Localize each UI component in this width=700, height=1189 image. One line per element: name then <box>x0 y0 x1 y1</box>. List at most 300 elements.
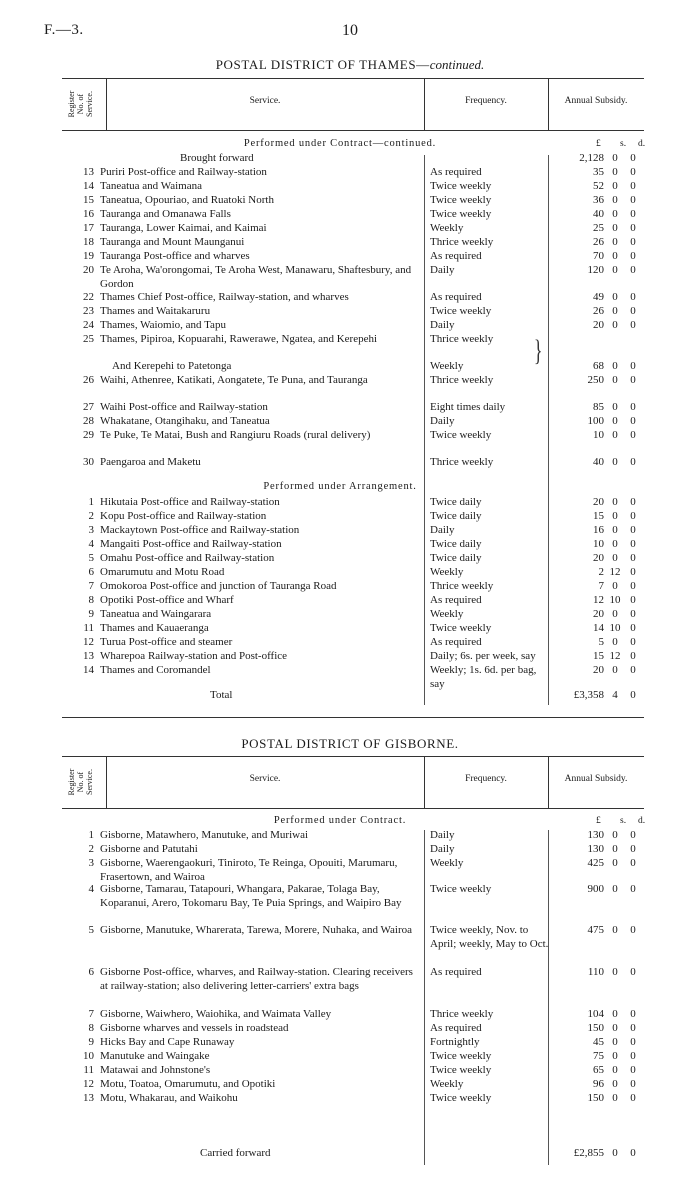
subsidy-column-label: Annual Subsidy. <box>564 96 628 106</box>
service-description: Thames and Waitakaruru <box>100 305 211 317</box>
frequency: Weekly <box>430 360 464 372</box>
frequency: Thrice weekly <box>430 333 494 345</box>
register-number: 19 <box>83 250 94 262</box>
page-ref: F.—3. <box>44 22 84 38</box>
subsidy-pence: 0 <box>630 264 636 276</box>
subsidy-pence: 0 <box>630 180 636 192</box>
register-number: 5 <box>88 552 94 564</box>
subsidy-pounds: 36 <box>593 194 604 206</box>
subsidy-shillings: 12 <box>609 650 621 662</box>
subsidy-pence: 0 <box>630 401 636 413</box>
frequency: Eight times daily <box>430 401 506 413</box>
register-number: 8 <box>88 594 94 606</box>
service-description: Thames, Waiomio, and Tapu <box>100 319 226 331</box>
brace-mark: } <box>533 334 543 367</box>
frequency: As required <box>430 636 482 648</box>
register-number: 11 <box>83 622 94 634</box>
subsidy-shillings: 0 <box>612 966 618 978</box>
subsidy-shillings: 0 <box>612 829 618 841</box>
frequency-column-label: Frequency. <box>465 96 507 106</box>
subsidy-shillings: 0 <box>612 250 618 262</box>
subsidy-pounds: 16 <box>593 524 604 536</box>
subsidy-pence: 0 <box>630 1064 636 1076</box>
subsidy-shillings: 0 <box>612 538 618 550</box>
frequency: Daily <box>430 524 455 536</box>
subsidy-shillings: 0 <box>612 883 618 895</box>
subsidy-shillings: 0 <box>612 429 618 441</box>
subsidy-shillings: 0 <box>612 456 618 468</box>
service-description: Waihi Post-office and Railway-station <box>100 401 268 413</box>
register-number: 14 <box>83 180 94 192</box>
subsidy-pence: 0 <box>630 166 636 178</box>
frequency: Thrice weekly <box>430 1008 494 1020</box>
service-description: Te Puke, Te Matai, Bush and Rangiuru Roads (rural delivery) <box>100 429 371 441</box>
carried-pounds: £2,855 <box>573 1147 604 1159</box>
service-description: Taneatua and Waingarara <box>100 608 212 620</box>
frequency: Thrice weekly <box>430 456 494 468</box>
register-number: 17 <box>83 222 94 234</box>
register-number: 18 <box>83 236 94 248</box>
subsidy-pounds: 120 <box>587 264 604 276</box>
subsidy-pounds: 20 <box>593 552 604 564</box>
subsidy-column-label-2: Annual Subsidy. <box>564 774 628 784</box>
frequency: Weekly <box>430 1078 464 1090</box>
subsidy-pounds: 110 <box>587 966 604 978</box>
subsidy-pounds: 10 <box>593 429 604 441</box>
subsidy-pence: 0 <box>630 829 636 841</box>
frequency: Twice weekly <box>430 883 492 895</box>
service-description: Manutuke and Waingake <box>100 1050 210 1062</box>
register-number: 3 <box>88 857 94 869</box>
register-number: 13 <box>83 650 94 662</box>
subsidy-pence: 0 <box>630 152 636 164</box>
frequency: Weekly <box>430 222 464 234</box>
subsidy-shillings: 0 <box>612 843 618 855</box>
register-number: 6 <box>88 566 94 578</box>
frequency: Daily <box>430 829 455 841</box>
service-description: Taneatua and Waimana <box>100 180 202 192</box>
register-number: 24 <box>83 319 94 331</box>
subsidy-shillings: 0 <box>612 1092 618 1104</box>
subsidy-pounds: 96 <box>593 1078 604 1090</box>
register-number: 28 <box>83 415 94 427</box>
service-description: Hikutaia Post-office and Railway-station <box>100 496 280 508</box>
gisborne-column-rule-amt <box>548 830 549 1165</box>
subsidy-pence: 0 <box>630 966 636 978</box>
subsidy-shillings: 0 <box>612 1036 618 1048</box>
service-description: Motu, Toatoa, Omarumutu, and Opotiki <box>100 1078 276 1090</box>
gisborne-column-rule-freq <box>424 830 425 1165</box>
register-number: 1 <box>88 496 94 508</box>
register-number: 1 <box>88 829 94 841</box>
register-number: 6 <box>88 966 94 978</box>
register-number: 14 <box>83 664 94 676</box>
subsidy-pounds: 20 <box>593 664 604 676</box>
service-column-label: Service. <box>249 96 281 106</box>
service-description: Brought forward <box>180 152 254 164</box>
subsidy-shillings: 0 <box>612 208 618 220</box>
register-number: 3 <box>88 524 94 536</box>
subsidy-shillings: 0 <box>612 1022 618 1034</box>
subsidy-pence: 0 <box>630 883 636 895</box>
service-description: Gisborne wharves and vessels in roadstead <box>100 1022 289 1034</box>
frequency: Twice daily <box>430 538 482 550</box>
subsidy-shillings: 0 <box>612 496 618 508</box>
subsidy-shillings: 0 <box>612 1050 618 1062</box>
subsidy-pounds: 130 <box>587 829 604 841</box>
service-description: Wharepoa Railway-station and Post-office <box>100 650 288 662</box>
subsidy-pence: 0 <box>630 636 636 648</box>
subsidy-pounds: 70 <box>593 250 604 262</box>
service-description: Tauranga and Mount Maunganui <box>100 236 245 248</box>
subsidy-pence: 0 <box>630 360 636 372</box>
subsidy-shillings: 0 <box>612 636 618 648</box>
register-label-1: Register <box>67 90 76 118</box>
register-number: 13 <box>83 166 94 178</box>
register-number: 2 <box>88 510 94 522</box>
subsidy-shillings: 0 <box>612 1064 618 1076</box>
service-description: Gisborne, Manutuke, Wharerata, Tarewa, Morere, Nuhaka, and Wairoa <box>100 924 413 936</box>
thames-title-main: POSTAL DISTRICT OF THAMES— <box>215 57 430 72</box>
register-number: 20 <box>83 264 94 276</box>
service-description: Thames and Kauaeranga <box>100 622 209 634</box>
register-number: 15 <box>83 194 94 206</box>
frequency: Twice weekly <box>430 1064 492 1076</box>
subsidy-shillings: 10 <box>609 594 621 606</box>
frequency: As required <box>430 1022 482 1034</box>
frequency-column-label-2: Frequency. <box>465 774 507 784</box>
subsidy-pence: 0 <box>630 1050 636 1062</box>
subsidy-pence: 0 <box>630 208 636 220</box>
register-no-label <box>67 80 97 128</box>
service-description: Omarumutu and Motu Road <box>100 566 225 578</box>
subsidy-pounds: 52 <box>593 180 604 192</box>
register-number: 4 <box>88 538 94 550</box>
thames-column-header <box>62 78 644 130</box>
service-description: Te Aroha, Wa'orongomai, Te Aroha West, Manawaru, Shaftesbury, and Gordon <box>100 264 412 290</box>
subsidy-shillings: 0 <box>612 236 618 248</box>
service-description: Waihi, Athenree, Katikati, Aongatete, Te Puna, and Tauranga <box>100 374 368 386</box>
subsidy-pounds: 40 <box>593 456 604 468</box>
subsidy-shillings: 0 <box>612 1008 618 1020</box>
frequency: As required <box>430 966 482 978</box>
subsidy-pence: 0 <box>630 622 636 634</box>
frequency: Twice weekly <box>430 429 492 441</box>
subsidy-pounds: 900 <box>587 883 604 895</box>
register-number: 29 <box>83 429 94 441</box>
subsidy-pence: 0 <box>630 291 636 303</box>
subsidy-pounds: 85 <box>593 401 604 413</box>
subsidy-pence: 0 <box>630 608 636 620</box>
service-description: Turua Post-office and steamer <box>100 636 233 648</box>
register-number: 9 <box>88 608 94 620</box>
subsidy-pence: 0 <box>630 664 636 676</box>
subsidy-pounds: 150 <box>587 1022 604 1034</box>
frequency: Weekly <box>430 566 464 578</box>
service-description: Thames and Coromandel <box>100 664 211 676</box>
subsidy-shillings: 0 <box>612 305 618 317</box>
subsidy-shillings: 10 <box>609 622 621 634</box>
subsidy-pence: 0 <box>630 510 636 522</box>
service-description: Kopu Post-office and Railway-station <box>100 510 267 522</box>
subsidy-pence: 0 <box>630 538 636 550</box>
subsidy-pence: 0 <box>630 1008 636 1020</box>
page-number: 10 <box>342 22 358 39</box>
subsidy-pence: 0 <box>630 456 636 468</box>
service-description: Omahu Post-office and Railway-station <box>100 552 275 564</box>
frequency: Thrice weekly <box>430 236 494 248</box>
service-description: Gisborne, Waiwhero, Waiohika, and Waimata Valley <box>100 1008 332 1020</box>
subsidy-pence: 0 <box>630 1092 636 1104</box>
service-description: Tauranga and Omanawa Falls <box>100 208 231 220</box>
subsidy-shillings: 0 <box>612 152 618 164</box>
frequency: Weekly; 1s. 6d. per bag, say <box>430 664 537 690</box>
subsidy-pounds: 150 <box>587 1092 604 1104</box>
register-number: 10 <box>83 1050 94 1062</box>
register-number: 23 <box>83 305 94 317</box>
frequency: Daily <box>430 415 455 427</box>
subsidy-pounds: 45 <box>593 1036 604 1048</box>
subsidy-pence: 0 <box>630 319 636 331</box>
register-number: 2 <box>88 843 94 855</box>
service-description: Hicks Bay and Cape Runaway <box>100 1036 235 1048</box>
register-number: 7 <box>88 1008 94 1020</box>
register-number: 16 <box>83 208 94 220</box>
frequency: Twice daily <box>430 510 482 522</box>
thames-column-rule-freq <box>424 155 425 705</box>
subsidy-shillings: 0 <box>612 166 618 178</box>
subsidy-pounds: 425 <box>587 857 604 869</box>
service-description: Mackaytown Post-office and Railway-station <box>100 524 300 536</box>
subsidy-pence: 0 <box>630 250 636 262</box>
subsidy-shillings: 0 <box>612 1078 618 1090</box>
subsidy-pence: 0 <box>630 843 636 855</box>
frequency: Daily <box>430 319 455 331</box>
frequency: Thrice weekly <box>430 374 494 386</box>
subsidy-pounds: 26 <box>593 236 604 248</box>
subsidy-pence: 0 <box>630 1078 636 1090</box>
subsidy-pounds: 20 <box>593 319 604 331</box>
gisborne-column-header <box>62 756 644 808</box>
thames-title <box>0 57 700 73</box>
subsidy-pence: 0 <box>630 924 636 936</box>
register-number: 12 <box>83 1078 94 1090</box>
subsidy-pounds: 104 <box>587 1008 604 1020</box>
thames-bottom-rule <box>62 717 644 718</box>
service-description: Matawai and Johnstone's <box>100 1064 211 1076</box>
subsidy-shillings: 0 <box>612 510 618 522</box>
service-description: Thames, Pipiroa, Kopuarahi, Rawerawe, Ngatea, and Kerepehi <box>100 333 378 345</box>
register-number: 9 <box>88 1036 94 1048</box>
subsidy-pence: 0 <box>630 552 636 564</box>
subsidy-pence: 0 <box>630 415 636 427</box>
subsidy-pounds: 7 <box>598 580 604 592</box>
subsidy-pounds: 40 <box>593 208 604 220</box>
subsidy-pounds: 14 <box>593 622 604 634</box>
total-pence: 0 <box>630 689 636 701</box>
frequency: Twice weekly <box>430 305 492 317</box>
service-description: Paengaroa and Maketu <box>100 456 201 468</box>
register-number: 25 <box>83 333 94 345</box>
subsidy-pounds: 250 <box>587 374 604 386</box>
subsidy-shillings: 0 <box>612 319 618 331</box>
subsidy-pence: 0 <box>630 566 636 578</box>
subsidy-pounds: 2 <box>598 566 604 578</box>
register-number: 22 <box>83 291 94 303</box>
subsidy-pounds: 5 <box>598 636 604 648</box>
subsidy-pence: 0 <box>630 236 636 248</box>
subsidy-shillings: 0 <box>612 580 618 592</box>
subsidy-pence: 0 <box>630 429 636 441</box>
service-description: Gisborne Post-office, wharves, and Railway-station. Clearing receivers at railway-station; also delivering letter-carriers' extra bags <box>100 966 413 992</box>
thames-column-rule-amt <box>548 155 549 705</box>
subsidy-shillings: 0 <box>612 264 618 276</box>
subsidy-pounds: 130 <box>587 843 604 855</box>
subsidy-pence: 0 <box>630 1036 636 1048</box>
service-description: Taneatua, Opouriao, and Ruatoki North <box>100 194 274 206</box>
subsidy-shillings: 0 <box>612 524 618 536</box>
subsidy-pounds: 475 <box>587 924 604 936</box>
frequency: Twice weekly <box>430 208 492 220</box>
total-pounds: £3,358 <box>573 689 604 701</box>
register-number: 11 <box>83 1064 94 1076</box>
service-description: Puriri Post-office and Railway-station <box>100 166 267 178</box>
subsidy-shillings: 0 <box>612 415 618 427</box>
subsidy-pence: 0 <box>630 857 636 869</box>
frequency: Thrice weekly <box>430 580 494 592</box>
subsidy-pounds: 49 <box>593 291 604 303</box>
frequency: Twice weekly <box>430 194 492 206</box>
frequency: Twice weekly <box>430 622 492 634</box>
register-number: 4 <box>88 883 94 895</box>
subsidy-pounds: 2,128 <box>579 152 604 164</box>
service-description: Gisborne and Patutahi <box>100 843 198 855</box>
subsidy-shillings: 0 <box>612 924 618 936</box>
subsidy-shillings: 0 <box>612 552 618 564</box>
subsidy-pounds: 35 <box>593 166 604 178</box>
frequency: As required <box>430 594 482 606</box>
subsidy-shillings: 12 <box>609 566 621 578</box>
subsidy-pounds: 20 <box>593 496 604 508</box>
subsidy-pence: 0 <box>630 496 636 508</box>
subsidy-pence: 0 <box>630 374 636 386</box>
subsidy-pounds: 25 <box>593 222 604 234</box>
gisborne-title: POSTAL DISTRICT OF GISBORNE. <box>241 736 459 751</box>
frequency: As required <box>430 250 482 262</box>
subsidy-pounds: 26 <box>593 305 604 317</box>
service-description: Gisborne, Matawhero, Manutuke, and Muriwai <box>100 829 309 841</box>
register-number: 8 <box>88 1022 94 1034</box>
frequency: Daily <box>430 843 455 855</box>
frequency: Weekly <box>430 608 464 620</box>
subsidy-shillings: 0 <box>612 608 618 620</box>
service-description: Gisborne, Tamarau, Tatapouri, Whangara, Pakarae, Tolaga Bay, Koparanui, Arero, Tokomaru Bay, Te Puia Springs, and Waipiro Bay <box>100 883 402 909</box>
subsidy-shillings: 0 <box>612 360 618 372</box>
carried-shillings: 0 <box>612 1147 618 1159</box>
service-description: Mangaiti Post-office and Railway-station <box>100 538 282 550</box>
subsidy-pence: 0 <box>630 1022 636 1034</box>
frequency: Twice daily <box>430 496 482 508</box>
register-label-2: No. of <box>76 93 85 115</box>
subsidy-pence: 0 <box>630 222 636 234</box>
subsidy-shillings: 0 <box>612 222 618 234</box>
frequency: Twice weekly, Nov. to April; weekly, May to Oct. <box>430 924 549 950</box>
subsidy-pence: 0 <box>630 594 636 606</box>
service-description: Opotiki Post-office and Wharf <box>100 594 234 606</box>
total-shillings: 4 <box>612 689 618 701</box>
service-description: Tauranga Post-office and wharves <box>100 250 250 262</box>
subsidy-shillings: 0 <box>612 180 618 192</box>
register-number: 13 <box>83 1092 94 1104</box>
subsidy-shillings: 0 <box>612 194 618 206</box>
register-number: 5 <box>88 924 94 936</box>
subsidy-pounds: 10 <box>593 538 604 550</box>
subsidy-pounds: 68 <box>593 360 604 372</box>
frequency: Fortnightly <box>430 1036 480 1048</box>
subsidy-shillings: 0 <box>612 401 618 413</box>
subsidy-shillings: 0 <box>612 374 618 386</box>
register-number: 12 <box>83 636 94 648</box>
service-description: And Kerepehi to Patetonga <box>112 360 232 372</box>
register-number: 7 <box>88 580 94 592</box>
subsidy-pounds: 75 <box>593 1050 604 1062</box>
subsidy-shillings: 0 <box>612 857 618 869</box>
subsidy-pounds: 12 <box>593 594 604 606</box>
register-number: 27 <box>83 401 94 413</box>
thames-arrangement-heading: Performed under Arrangement. <box>263 481 417 492</box>
register-number: 26 <box>83 374 94 386</box>
frequency: Twice weekly <box>430 180 492 192</box>
service-description: Whakatane, Otangihaku, and Taneatua <box>100 415 270 427</box>
subsidy-pence: 0 <box>630 194 636 206</box>
service-description: Tauranga, Lower Kaimai, and Kaimai <box>100 222 267 234</box>
frequency: Twice weekly <box>430 1050 492 1062</box>
frequency: As required <box>430 166 482 178</box>
frequency: Daily <box>430 264 455 276</box>
subsidy-pence: 0 <box>630 524 636 536</box>
subsidy-pounds: 15 <box>593 510 604 522</box>
frequency: Weekly <box>430 857 464 869</box>
subsidy-pounds: 15 <box>593 650 604 662</box>
service-column-label-2: Service. <box>249 774 281 784</box>
frequency: Daily; 6s. per week, say <box>430 650 536 662</box>
register-number: 30 <box>83 456 94 468</box>
subsidy-pence: 0 <box>630 305 636 317</box>
subsidy-shillings: 0 <box>612 291 618 303</box>
subsidy-pounds: 65 <box>593 1064 604 1076</box>
service-description: Gisborne, Waerengaokuri, Tiniroto, Te Reinga, Opouiti, Marumaru, Frasertown, and Wairoa <box>100 857 398 883</box>
subsidy-pence: 0 <box>630 580 636 592</box>
subsidy-pounds: 20 <box>593 608 604 620</box>
thames-title-cont: continued. <box>429 57 485 72</box>
service-description: Motu, Whakarau, and Waikohu <box>100 1092 238 1104</box>
subsidy-pence: 0 <box>630 650 636 662</box>
service-description: Omokoroa Post-office and junction of Tauranga Road <box>100 580 337 592</box>
total-label: Total <box>210 689 233 701</box>
subsidy-pounds: 100 <box>587 415 604 427</box>
register-no-label-2: Register No. of Service. <box>67 768 94 796</box>
frequency: Twice daily <box>430 552 482 564</box>
frequency: As required <box>430 291 482 303</box>
subsidy-shillings: 0 <box>612 664 618 676</box>
gisborne-contract-heading: Performed under Contract. <box>273 815 407 826</box>
frequency: Twice weekly <box>430 1092 492 1104</box>
thames-contract-heading: Performed under Contract—continued. <box>243 138 437 149</box>
service-description: Thames Chief Post-office, Railway-station, and wharves <box>100 291 349 303</box>
register-label-3: Service. <box>85 91 94 117</box>
carried-pence: 0 <box>630 1147 636 1159</box>
carried-label: Carried forward <box>200 1147 271 1159</box>
